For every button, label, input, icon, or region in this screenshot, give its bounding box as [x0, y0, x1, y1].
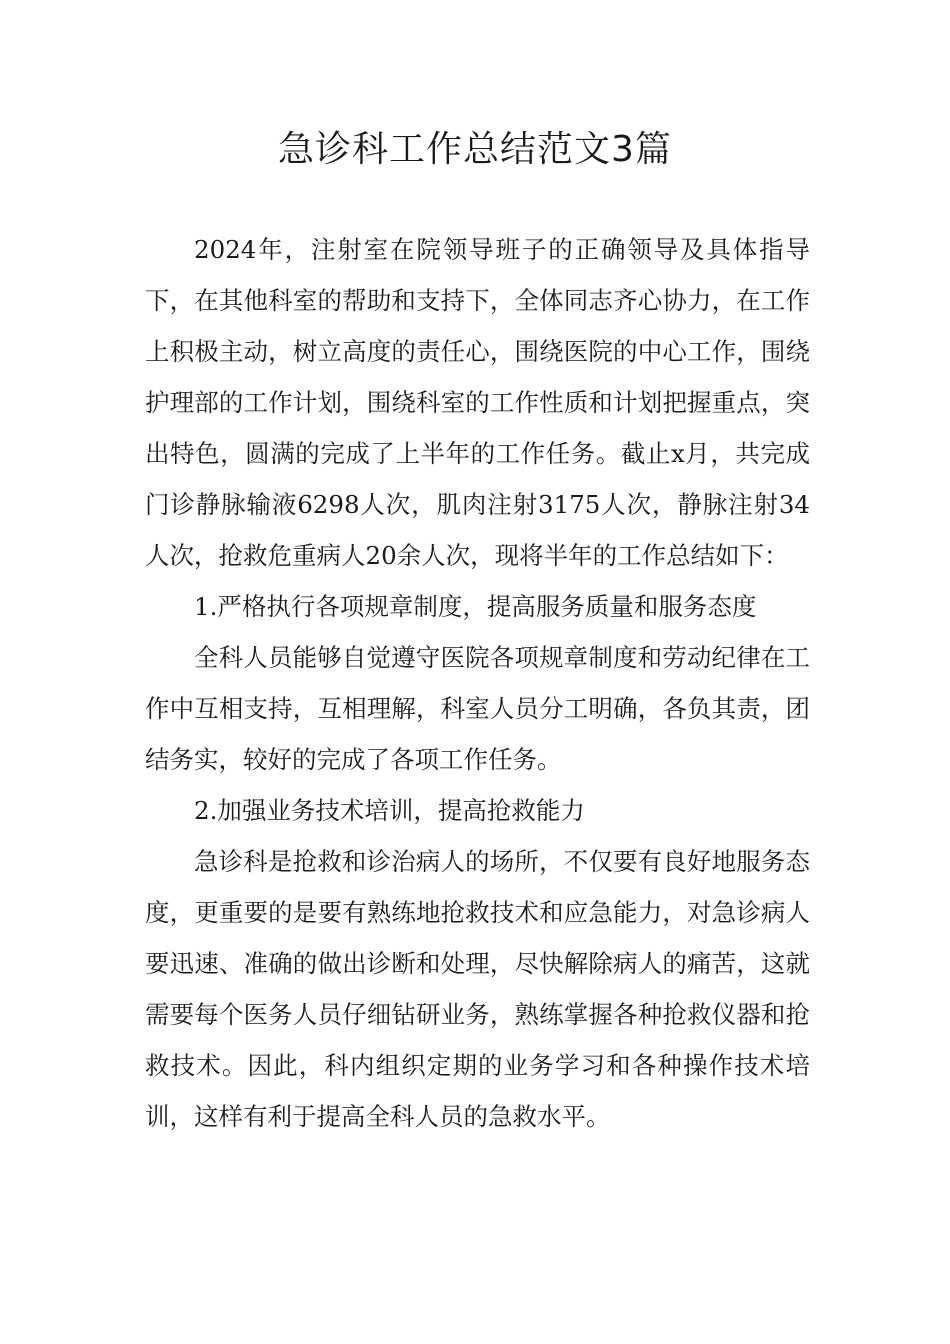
document-title: 急诊科工作总结范文3篇	[278, 129, 672, 170]
intro-paragraph: 2024年，注射室在院领导班子的正确领导及具体指导下，在其他科室的帮助和支持下，全体同志齐心协力，在工作上积极主动，树立高度的责任心，围绕医院的中心工作，围绕护理部的工作计划，围绕科室的工作性质和计划把握重点，突出特色，圆满的完成了上半年的工作任务。截止x月，共完成门诊静脉输液6298人次，肌肉注射3175人次，静脉注射34人次，抢救危重病人20余人次，现将半年的工作总结如下：	[145, 235, 810, 570]
section-paragraph-2: 急诊科是抢救和诊治病人的场所，不仅要有良好地服务态度，更重要的是要有熟练地抢救技术和应急能力，对急诊病人要迅速、准确的做出诊断和处理，尽快解除病人的痛苦，这就需要每个医务人员仔细钻研业务，熟练掌握各种抢救仪器和抢救技术。因此，科内组织定期的业务学习和各种操作技术培训，这样有利于提高全科人员的急救水平。	[145, 847, 810, 1131]
document-body	[145, 224, 810, 1142]
section-paragraph-1: 全科人员能够自觉遵守医院各项规章制度和劳动纪律在工作中互相支持，互相理解，科室人员分工明确，各负其责，团结务实，较好的完成了各项工作任务。	[145, 643, 810, 774]
section-heading-1: 1.严格执行各项规章制度，提高服务质量和服务态度	[194, 592, 757, 621]
section-heading-2: 2.加强业务技术培训，提高抢救能力	[194, 796, 585, 825]
